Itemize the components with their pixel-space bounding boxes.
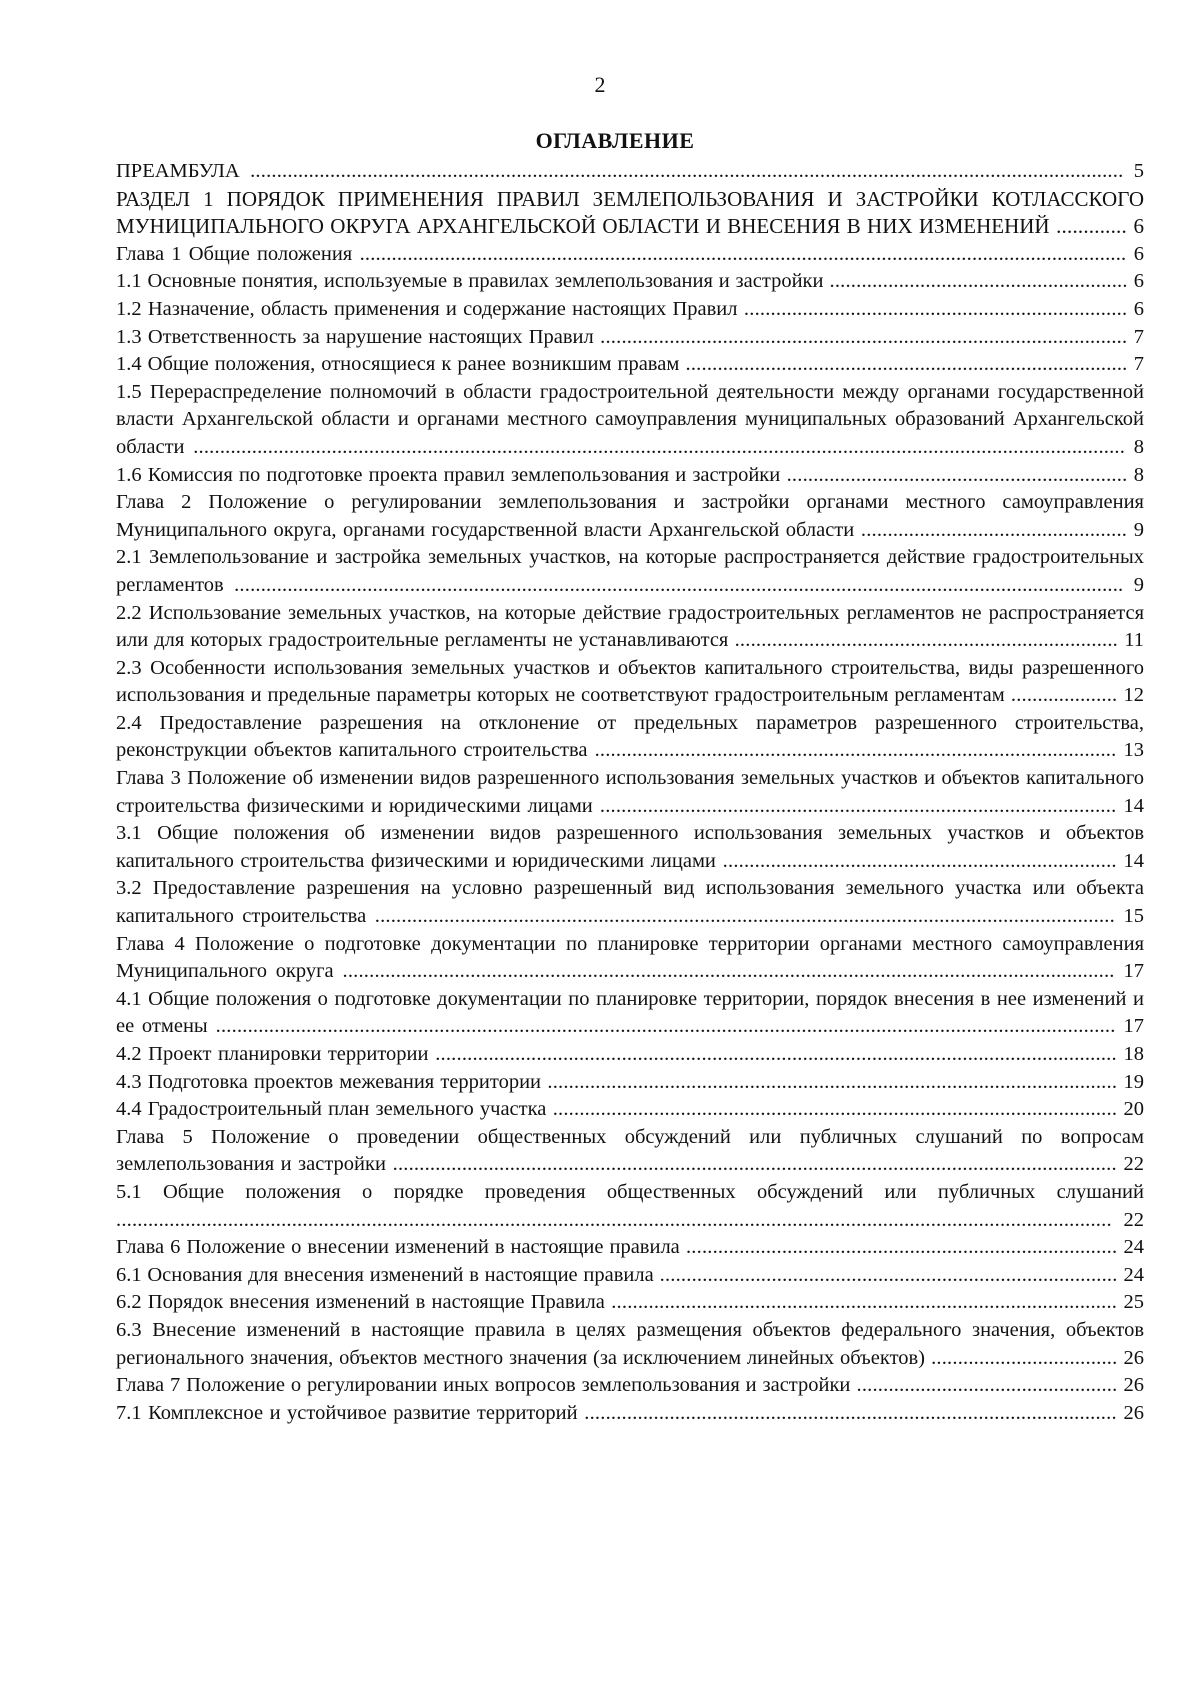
toc-entry-continuation [116,1207,1144,1235]
toc-entry-text: Глава 7 Положение о регулировании иных вопросов землепользования и застройки [116,1374,851,1397]
toc-entry-text: 6.3 Внесение изменений в настоящие правила в целях размещения объектов федерального значения, объектов регионального значения, объектов местного значения (за исключением линейных объектов) [116,1318,1144,1369]
dot-leader: ................................................................ [780,463,1134,486]
toc-entry-page: 24 [1123,1263,1144,1286]
toc-entry-page: 18 [1123,1043,1145,1065]
dot-leader: ............................................................................................................................................................................... [184,435,1134,458]
dot-leader: ......................................................................................................................................................................... [207,1015,1124,1038]
toc-entry-page: 7 [1133,325,1144,348]
toc-entry[interactable] [116,931,1144,986]
toc-entry-page: 26 [1123,1346,1144,1369]
toc-entry[interactable] [116,268,1144,296]
toc-entry-text: Глава 1 Общие положения [116,242,353,265]
toc-entry[interactable] [116,324,1144,352]
toc-entry-page: 22 [1123,1153,1144,1176]
toc-entry-page: 22 [1123,1208,1144,1231]
toc-entry[interactable] [116,241,1144,269]
dot-leader: ........................................................................................................................................ [385,1153,1124,1176]
dot-leader: ....................................................................................................................................................................... [223,573,1134,596]
toc-entry[interactable] [116,1289,1144,1317]
toc-entry-page: 12 [1123,684,1144,707]
toc-entry-page: 13 [1123,739,1144,762]
dot-leader: ................................................................................................. [592,794,1124,817]
dot-leader: ................................................. [850,1374,1124,1397]
dot-leader: ................................................................................................................................ [428,1043,1124,1065]
dot-leader: ................................................................................................................................................ [352,242,1134,265]
toc-entry[interactable] [116,379,1144,462]
toc-entry-text: 4.2 Проект планировки территории [116,1043,429,1065]
dot-leader: .................................................. [854,518,1134,541]
toc-entry[interactable] [116,462,1144,490]
toc-entry-page: 6 [1133,297,1144,320]
toc-entry[interactable] [116,986,1144,1041]
toc-entry-text: 1.1 Основные понятия, используемые в правилах землепользования и застройки [116,270,824,293]
dot-leader: ........................................................................................................................................................................................... [116,1208,1124,1231]
toc-entry-page: 17 [1123,960,1144,983]
toc-entry[interactable] [116,544,1144,599]
toc-entry-page: 11 [1124,629,1144,652]
toc-title: ОГЛАВЛЕНИЕ [535,128,695,153]
toc-entry-text: 1.2 Назначение, область применения и содержание настоящих Правил [116,297,738,320]
toc-entry[interactable] [116,710,1144,765]
toc-entry-text: Глава 5 Положение о проведении общественных обсуждений или публичных слушаний по вопросам землепользования и застройки [116,1125,1144,1176]
toc-entry-page: 20 [1123,1098,1144,1121]
toc-entry[interactable] [116,820,1144,875]
dot-leader: ................................................................................. [679,1236,1124,1259]
table-of-contents [116,158,1144,1427]
dot-leader: .................................................................................................. [587,739,1124,762]
dot-leader: ........................................................................ [728,629,1125,652]
dot-leader: .......................................................................................................... [546,1098,1124,1121]
toc-entry-page: 14 [1123,794,1144,817]
toc-entry-page: 9 [1133,573,1144,596]
toc-entry-text: Глава 4 Положение о подготовке документации по планировке территории органами местного самоуправления Муниципального округа [116,932,1144,983]
dot-leader: ...................................................................................... [653,1263,1124,1286]
toc-entry-text: 2.3 Особенности использования земельных участков и объектов капитального строительства, виды разрешенного использования и предельные параметры которых не соответствуют градостроительным регламентам [116,656,1144,707]
toc-entry[interactable] [116,1400,1144,1428]
toc-entry-text: РАЗДЕЛ 1 ПОРЯДОК ПРИМЕНЕНИЯ ПРАВИЛ ЗЕМЛЕПОЛЬЗОВАНИЯ И ЗАСТРОЙКИ КОТЛАССКОГО МУНИЦИПАЛЬНОГО ОКРУГА АРХАНГЕЛЬСКОЙ ОБЛАСТИ И ВНЕСЕНИЯ В НИХ ИЗМЕНЕНИЙ [116,186,1144,239]
toc-entry-page: 24 [1123,1236,1144,1259]
dot-leader: ............................................................................................... [604,1291,1124,1314]
toc-entry-text: Глава 6 Положение о внесении изменений в настоящие правила [116,1236,680,1259]
toc-entry[interactable] [116,489,1144,544]
dot-leader: ................................................................................................... [593,325,1134,348]
toc-entry[interactable] [116,1069,1144,1097]
toc-entry-page: 26 [1123,1374,1145,1397]
toc-entry[interactable] [116,1096,1144,1124]
dot-leader: ................................... [925,1346,1124,1369]
toc-entry[interactable] [116,1262,1144,1290]
toc-entry[interactable] [116,1234,1144,1262]
toc-entry-text: 7.1 Комплексное и устойчивое развитие территорий [116,1401,578,1424]
toc-entry[interactable] [116,158,1144,186]
toc-entry-text: 5.1 Общие положения о порядке проведения общественных обсуждений или публичных слушаний [116,1180,1144,1203]
toc-entry[interactable] [116,875,1144,930]
toc-entry-page: 7 [1133,353,1145,376]
dot-leader: .................................................................................................................................................................... [239,160,1134,182]
toc-entry-text: 2.1 Землепользование и застройка земельных участков, на которые распространяется действие градостроительных регламентов [116,546,1144,596]
toc-entry-page: 15 [1123,905,1144,928]
toc-entry-text: 1.4 Общие положения, относящиеся к ранее возникшим правам [116,353,680,376]
toc-entry-page: 6 [1133,242,1144,265]
toc-entry-page: 8 [1133,435,1144,458]
toc-entry-text: 2.4 Предоставление разрешения на отклонение от предельных параметров разрешенного строительства, реконструкции объектов капитального строительства [116,711,1144,762]
dot-leader: .................................................................................................... [577,1401,1124,1424]
toc-entry-page: 14 [1123,849,1144,872]
toc-entry[interactable] [116,600,1144,655]
dot-leader: ........................................................................................................... [541,1070,1124,1093]
toc-entry-text: 4.4 Градостроительный план земельного участка [116,1098,547,1121]
toc-entry-text: 6.2 Порядок внесения изменений в настоящие Правила [116,1291,605,1314]
toc-entry-text: 1.3 Ответственность за нарушение настоящих Правил [116,325,594,348]
toc-entry[interactable] [116,765,1144,820]
toc-entry-page: 17 [1123,1015,1145,1038]
toc-entry-text: 2.2 Использование земельных участков, на которые действие градостроительных регламентов не распространяется или для которых градостроительные регламенты не устанавливаются [116,601,1144,652]
toc-entry-text: 3.1 Общие положения об изменении видов разрешенного использования земельных участков и объектов капитального строительства физическими и юридическими лицами [116,822,1144,872]
dot-leader: .................... [1004,684,1124,707]
toc-entry-text: 6.1 Основания для внесения изменений в настоящие правила [116,1263,654,1286]
toc-entry-text: 3.2 Предоставление разрешения на условно разрешенный вид использования земельного участка или объекта капитального строительства [116,877,1144,928]
dot-leader: ............. [1049,214,1134,239]
toc-entry[interactable] [116,351,1144,379]
toc-entry-text: Глава 3 Положение об изменении видов разрешенного использования земельных участков и объектов капитального строительства физическими и юридическими лицами [116,767,1144,817]
toc-entry-text: 4.1 Общие положения о подготовке документации по планировке территории, порядок внесения в нее изменений и ее отмены [116,987,1144,1038]
toc-entry[interactable] [116,186,1144,241]
toc-entry[interactable] [116,1041,1144,1069]
page-number: 2 [594,72,606,97]
toc-entry[interactable] [116,1124,1144,1179]
toc-entry[interactable] [116,1317,1144,1372]
toc-entry-page: 19 [1123,1070,1144,1093]
toc-entry-page: 26 [1123,1401,1144,1424]
toc-entry[interactable] [116,1372,1144,1400]
toc-entry-text: ПРЕАМБУЛА [116,160,240,182]
dot-leader: ........................................................................ [737,297,1134,320]
toc-entry-page: 8 [1133,463,1145,486]
dot-leader: ................................................................................................................................................. [333,960,1124,983]
toc-entry-text: 1.5 Перераспределение полномочий в области градостроительной деятельности между органами государственной власти Архангельской области и органами местного самоуправления муниципальных образований Архангельской области [116,380,1144,458]
toc-entry[interactable] [116,655,1144,710]
toc-entry-text: Глава 2 Положение о регулировании землепользования и застройки органами местного самоуправления Муниципального округа, органами государственной власти Архангельской области [116,491,1144,541]
toc-entry-page: 5 [1133,160,1144,182]
dot-leader: ........................................................................................................................................... [366,905,1124,928]
toc-entry-page: 9 [1133,518,1144,541]
toc-entry[interactable] [116,296,1144,324]
dot-leader: ........................................................ [823,270,1134,293]
dot-leader: ................................................................................... [679,353,1134,376]
toc-entry-page: 25 [1123,1291,1144,1314]
toc-entry-page: 6 [1133,270,1144,293]
toc-entry-text: 1.6 Комиссия по подготовке проекта правил землепользования и застройки [116,463,781,486]
toc-entry[interactable] [116,1179,1144,1207]
toc-entry-page: 6 [1133,214,1144,239]
toc-entry-text: 4.3 Подготовка проектов межевания территории [116,1070,542,1093]
dot-leader: .......................................................................... [715,849,1124,872]
